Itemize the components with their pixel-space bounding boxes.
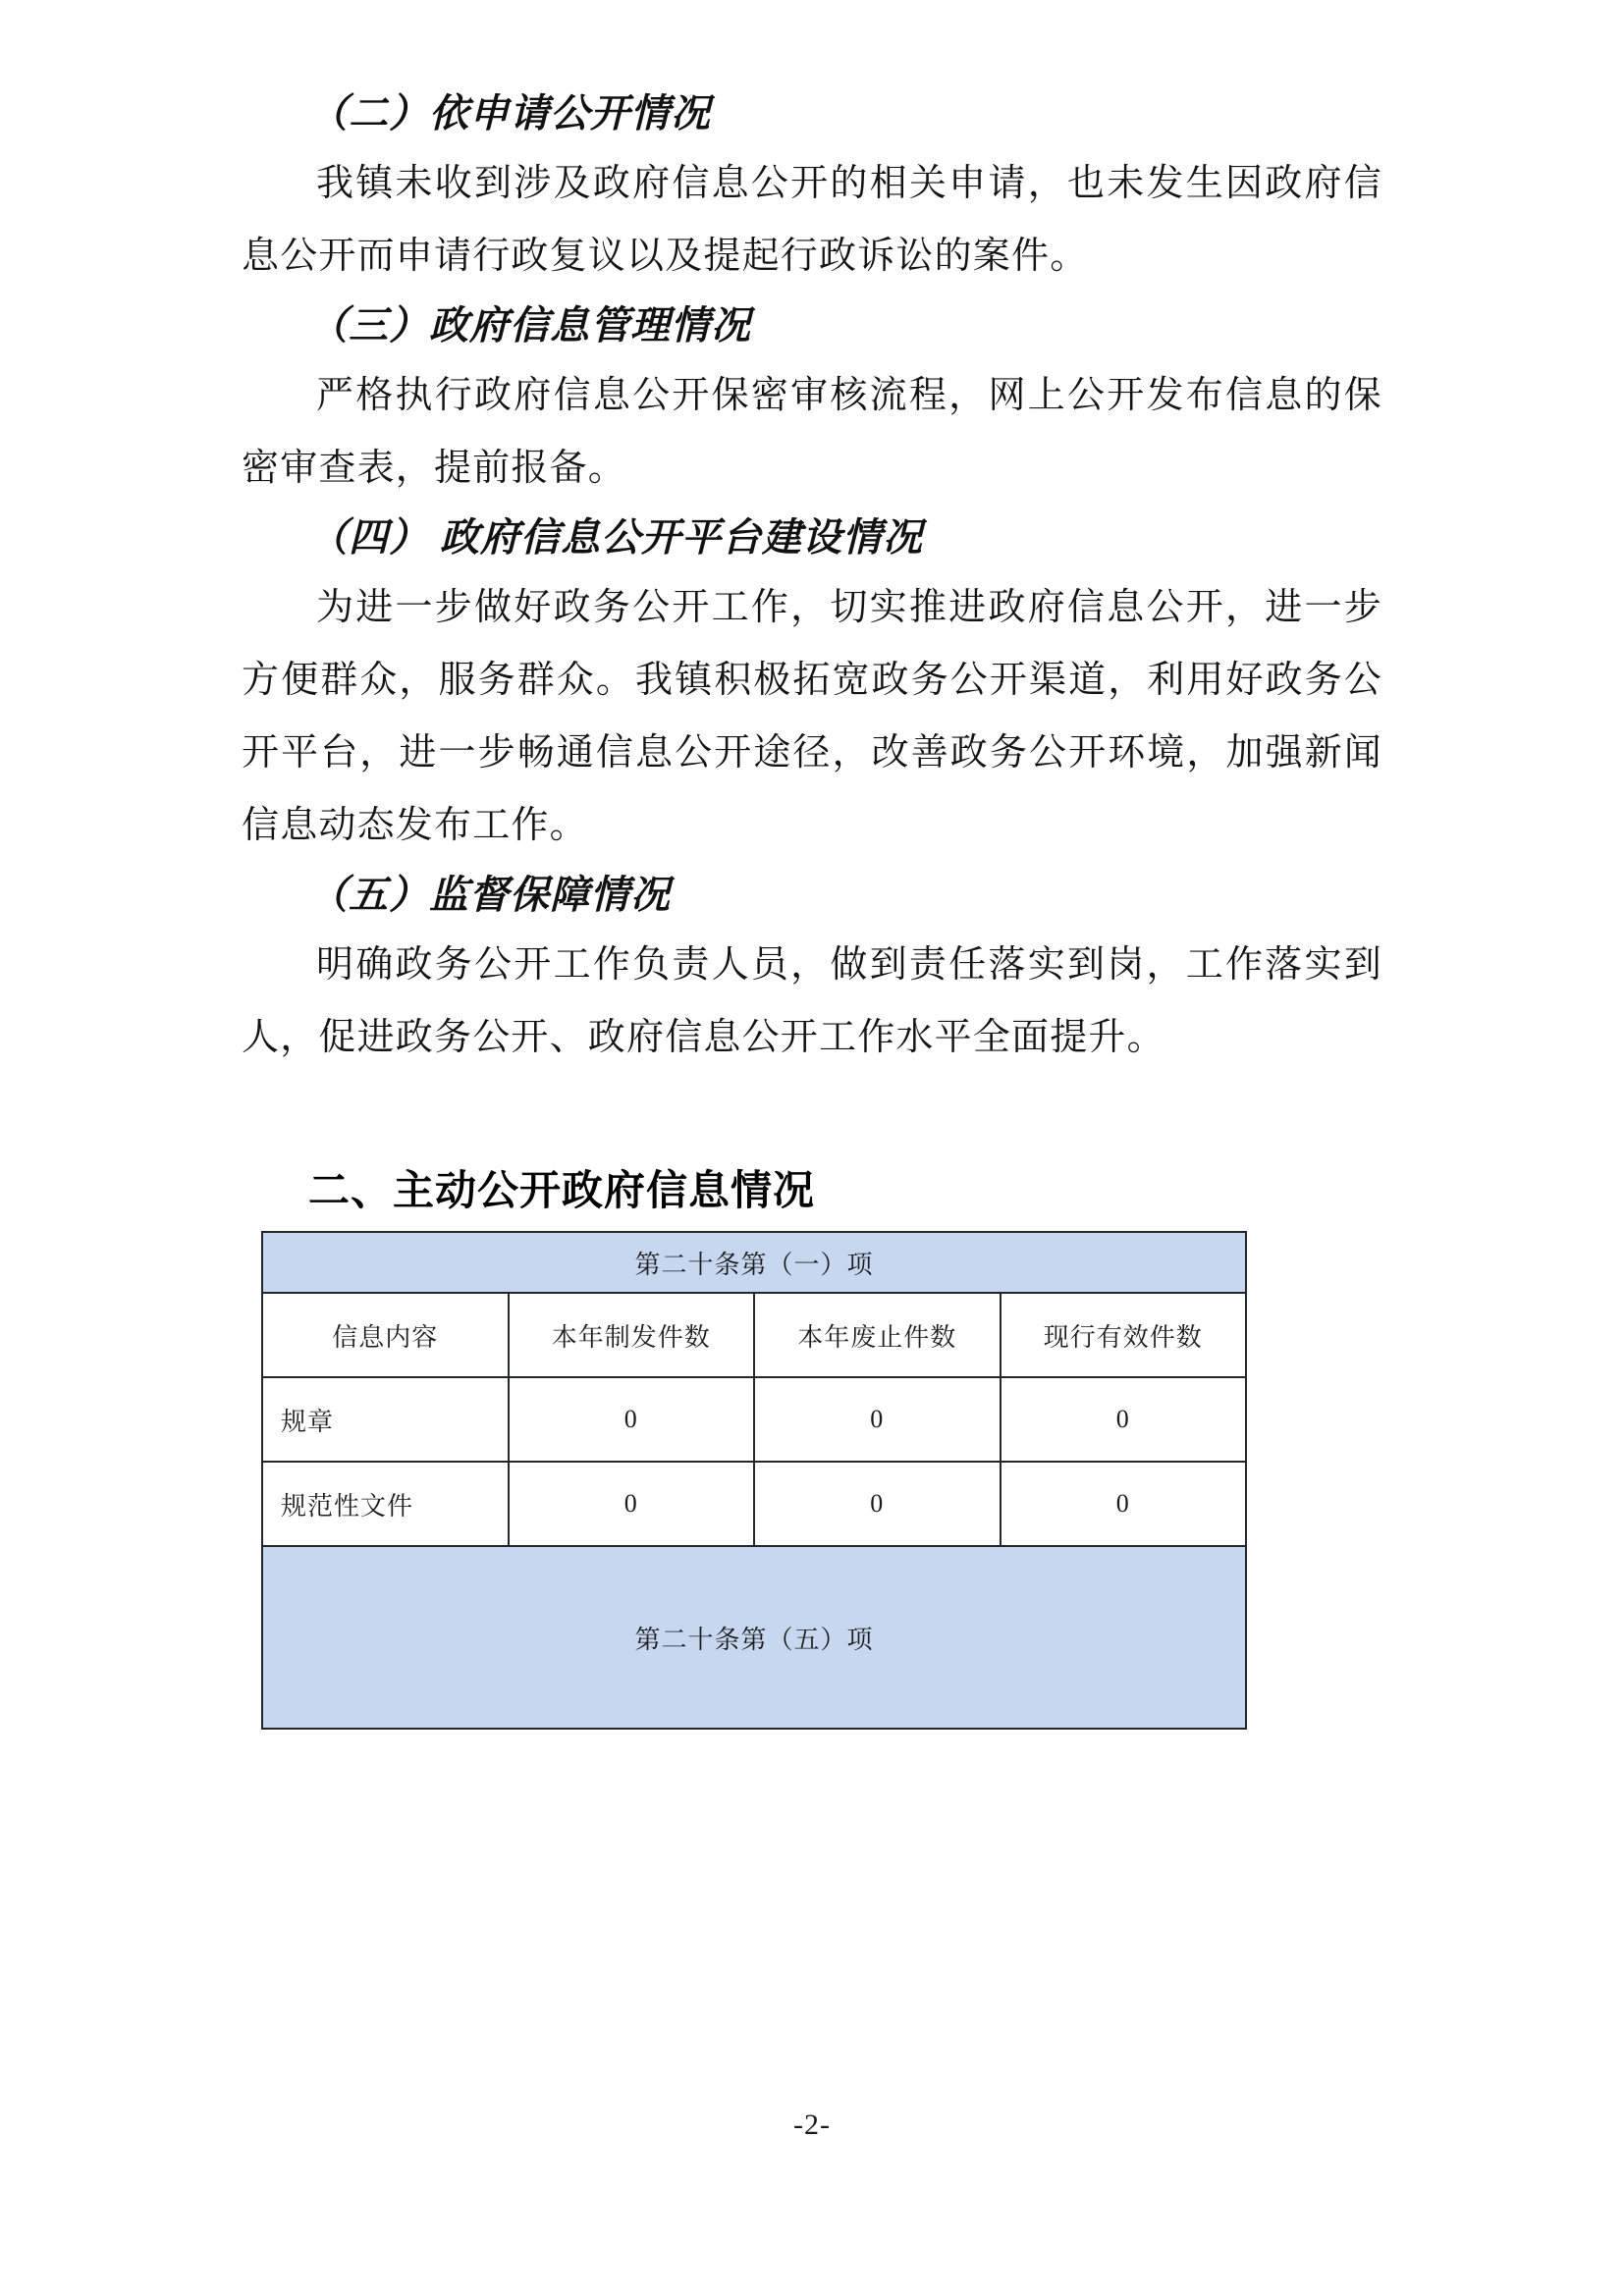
column-header-repealed-this-year: 本年废止件数	[754, 1293, 1001, 1377]
subsection-heading-5: （五）监督保障情况	[308, 873, 671, 917]
subsection-heading-2: （二）依申请公开情况	[308, 91, 711, 135]
band-label-article-20-item-5: 第二十条第（五）项	[262, 1546, 1246, 1729]
table-row	[262, 1377, 1246, 1462]
spacer	[242, 346, 1382, 359]
table-band-row-two	[262, 1546, 1246, 1729]
row-regulations-effective: 0	[1001, 1377, 1247, 1462]
row-normative-issued: 0	[509, 1462, 755, 1546]
spacer	[242, 133, 1382, 147]
row-label-regulations: 规章	[262, 1377, 509, 1462]
table-band-row-one	[262, 1232, 1246, 1293]
column-header-currently-effective: 现行有效件数	[1001, 1293, 1247, 1377]
subsection-2-paragraph-1: 我镇未收到涉及政府信息公开的相关申请，也未发生因政府信息公开而申请行政复议以及提起行政诉讼的案件。	[242, 163, 1382, 277]
disclosure-statistics-table	[261, 1231, 1247, 1730]
section-heading-two: 二、主动公开政府信息情况	[308, 1167, 816, 1213]
band-label-article-20-item-1: 第二十条第（一）项	[262, 1232, 1246, 1293]
column-header-issued-this-year: 本年制发件数	[509, 1293, 755, 1377]
subsection-heading-3: （三）政府信息管理情况	[308, 303, 751, 347]
row-normative-effective: 0	[1001, 1462, 1247, 1546]
page-number-footer: -2-	[793, 2109, 831, 2141]
table-header-row	[262, 1293, 1246, 1377]
spacer-before-section	[242, 1074, 1382, 1168]
column-header-info-content: 信息内容	[262, 1293, 509, 1377]
row-label-normative-documents: 规范性文件	[262, 1462, 509, 1546]
subsection-5-paragraph-1: 明确政务公开工作负责人员，做到责任落实到岗，工作落实到人，促进政务公开、政府信息公开工作水平全面提升。	[242, 944, 1382, 1058]
top-spacer	[242, 0, 1382, 94]
table-row	[262, 1462, 1246, 1546]
spacer	[242, 558, 1382, 571]
subsection-3-paragraph-1: 严格执行政府信息公开保密审核流程，网上公开发布信息的保密审查表，提前报备。	[242, 375, 1382, 489]
row-regulations-issued: 0	[509, 1377, 755, 1462]
row-regulations-repealed: 0	[754, 1377, 1001, 1462]
subsection-4-paragraph-1: 为进一步做好政务公开工作，切实推进政府信息公开，进一步方便群众，服务群众。我镇积极拓宽政务公开渠道，利用好政务公开平台，进一步畅通信息公开途径，改善政务公开环境，加强新闻信息动态发布工作。	[242, 587, 1382, 846]
subsection-heading-4: （四） 政府信息公开平台建设情况	[308, 515, 923, 560]
page-content	[242, 0, 1382, 2296]
row-normative-repealed: 0	[754, 1462, 1001, 1546]
spacer	[242, 915, 1382, 929]
